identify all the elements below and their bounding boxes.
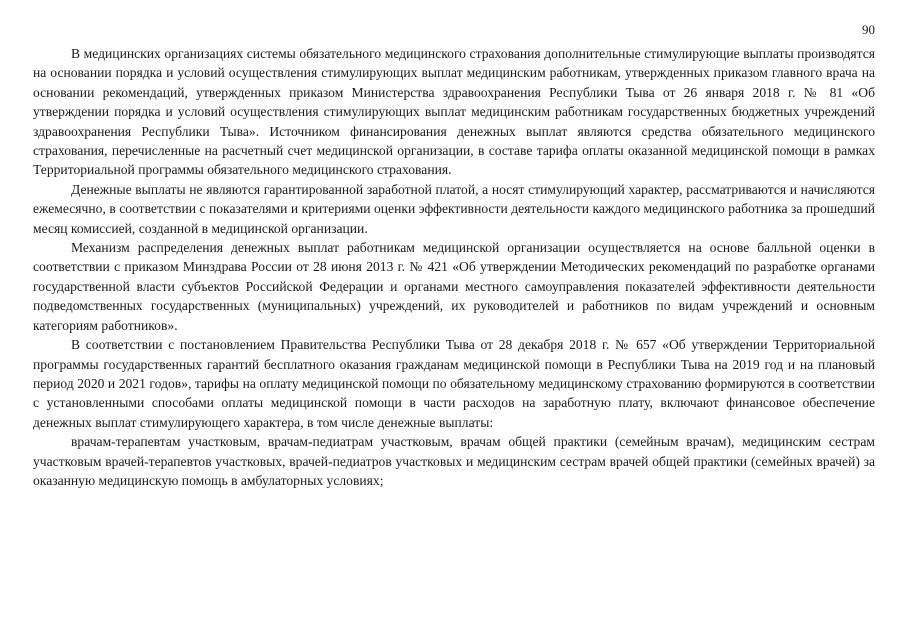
document-body: [33, 44, 875, 490]
paragraph: Денежные выплаты не являются гарантированной заработной платой, а носят стимулирующий характер, рассматриваются и начисляются ежемесячно, в соответствии с показателями и критериями оценки эффективности деятельности каждого медицинского работника за прошедший месяц комиссией, созданной в медицинской организации.: [33, 181, 875, 236]
page-number: 90: [862, 22, 875, 37]
paragraph: В медицинских организациях системы обязательного медицинского страхования дополнительные стимулирующие выплаты производятся на основании порядка и условий осуществления стимулирующих выплат медицинским работникам, утвержденных приказом главного врача на основании рекомендаций, утвержденных приказом Министерства здравоохранения Республики Тыва от 26 января 2018 г. № 81 «Об утверждении порядка и условий осуществления стимулирующих выплат медицинским работникам государственных бюджетных учреждений здравоохранения Республики Тыва». Источником финансирования денежных выплат являются средства обязательного медицинского страхования, перечисленные на расчетный счет медицинской организации, в составе тарифа оплаты оказанной медицинской помощи в рамках Территориальной программы обязательного медицинского страхования.: [33, 46, 875, 178]
paragraph: врачам-терапевтам участковым, врачам-педиатрам участковым, врачам общей практики (семейным врачам), медицинским сестрам участковым врачей-терапевтов участковых, врачей-педиатров участковых и медицинским сестрам врачей общей практики (семейных врачей) за оказанную медицинскую помощь в амбулаторных условиях;: [33, 434, 875, 488]
paragraph: Механизм распределения денежных выплат работникам медицинской организации осуществляется на основе балльной оценки в соответствии с приказом Минздрава России от 28 июня 2013 г. № 421 «Об утверждении Методических рекомендаций по разработке органами государственной власти субъектов Российской Федерации и органами местного самоуправления показателей эффективности деятельности подведомственных государственных (муниципальных) учреждений, их руководителей и работников по видам учреждений и основным категориям работников».: [33, 240, 875, 333]
paragraph: В соответствии с постановлением Правительства Республики Тыва от 28 декабря 2018 г. № 657 «Об утверждении Территориальной программы государственных гарантий бесплатного оказания гражданам медицинской помощи в Республики Тыва на 2019 год и на плановый период 2020 и 2021 годов», тарифы на оплату медицинской помощи по обязательному медицинскому страхованию формируются в соответствии с установленными способами оплаты медицинской помощи в части расходов на заработную плату, включают финансовое обеспечение денежных выплат стимулирующего характера, в том числе денежные выплаты:: [33, 337, 875, 430]
